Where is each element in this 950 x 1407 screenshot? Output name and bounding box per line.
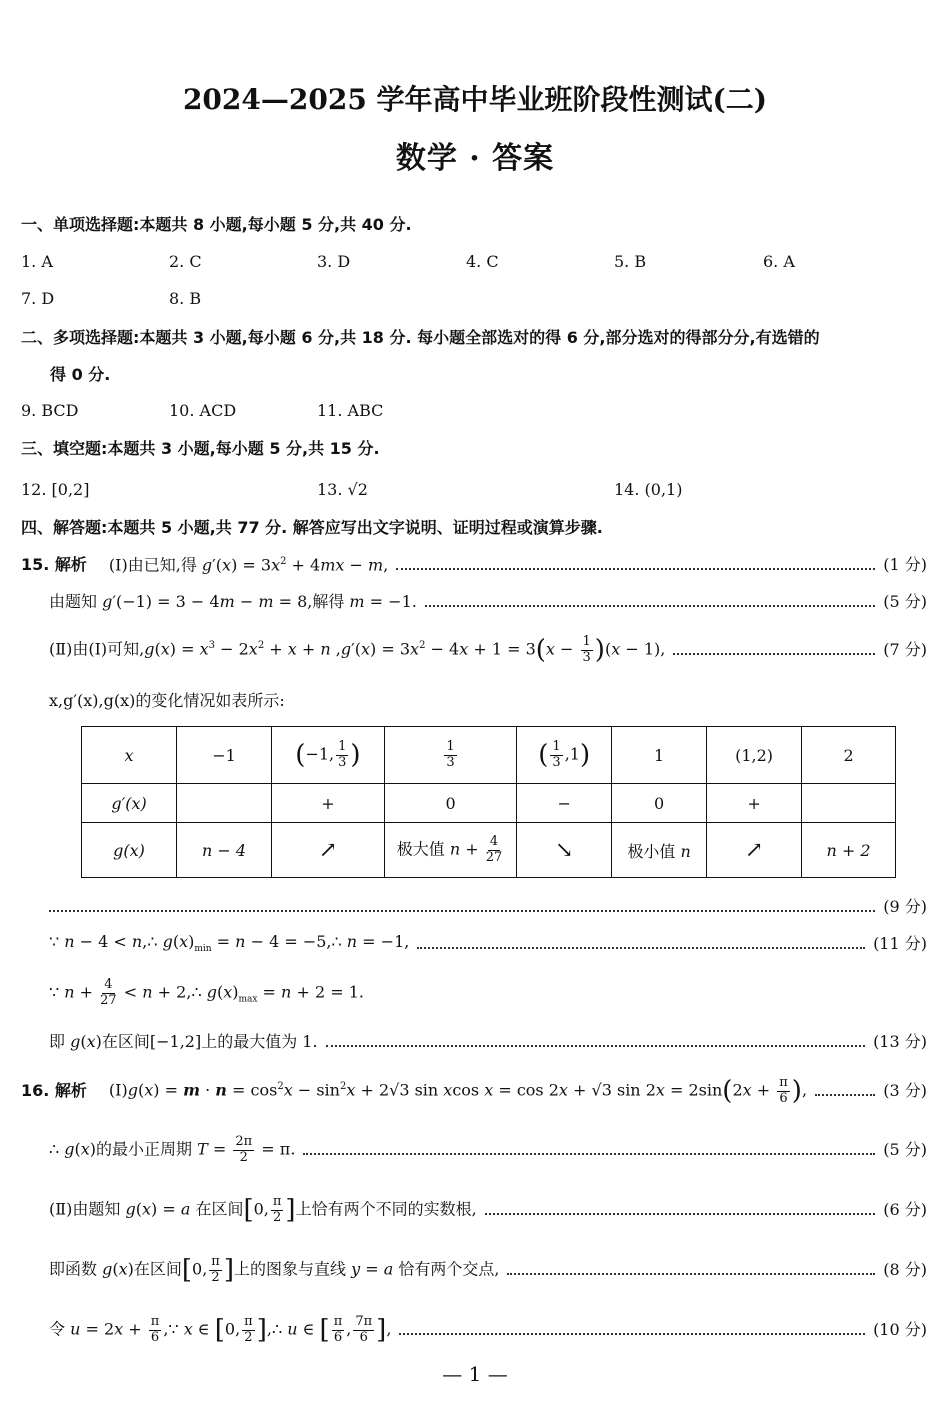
table-row <box>82 727 896 784</box>
q16-score-1: (3 分) <box>883 1081 927 1100</box>
q16-score-5: (10 分) <box>873 1320 927 1339</box>
answer-4: 4. C <box>466 252 499 271</box>
q15-step3: (Ⅱ)由(Ⅰ)可知$,g(x) = x^3 - 2x^2 + x + n$ $,g'(x) = 3x^2 - 4x + 1 = 3(x$ − $\frac{1}{3}$ )(x − 1), (7 分) <box>49 634 927 665</box>
answer-6: 6. A <box>763 252 795 271</box>
q16-step4: 即函数 g(x)在区间[0, $\frac{\pi}{2}$ ]上的图象与直线 y = a 恰有两个交点, (8 分) <box>49 1254 927 1285</box>
q15-step2: 由题知 g′(−1) = 3 − 4m − m = 8,解得 m = −1. (5 分) <box>49 592 927 611</box>
q16-step1: 16. 解析 (Ⅰ)g(x) = $m \cdot n = \cos^2x - \sin^2x + 2√3$ sin xcos x = cos 2x + √3 sin 2x = 2sin(2x + $\frac{\pi}{6}$ ), (3 分) <box>21 1075 927 1106</box>
table-cell: − <box>517 784 612 823</box>
page-subtitle: 数学 · 答案 <box>395 141 555 176</box>
answer-9: 9. BCD <box>21 401 79 420</box>
table-cell: n − 4 <box>177 823 272 878</box>
increasing-arrow-icon: ↗ <box>271 823 384 878</box>
q16-label: 16. 解析 <box>21 1080 87 1100</box>
increasing-arrow-icon: ↗ <box>706 823 801 878</box>
q15-step6: ∵ n + $\frac{4}{27}$ < n + 2,∴ $g(x)_{max} = n + 2 = 1$. <box>49 977 364 1008</box>
q16-score-3: (6 分) <box>883 1200 927 1219</box>
q15-score-2: (5 分) <box>883 592 927 611</box>
table-cell: g(x) <box>82 823 177 878</box>
q15-score-6: (13 分) <box>873 1032 927 1051</box>
q16-step2: ∴ g(x)的最小正周期 T = $\frac{2\pi}{2}$ = π. (5 分) <box>49 1134 927 1165</box>
table-cell: 极大值 n + $\frac{4}{27}$ <box>384 823 516 878</box>
q15-score-4: (9 分) <box>883 897 927 916</box>
q15-step1: 15. 解析 (Ⅰ)由已知,得 $g'(x) = 3x^2 + 4mx - m$, (1 分) <box>21 555 927 575</box>
q16-step3: (Ⅱ)由题知 g(x) = a 在区间[0, $\frac{\pi}{2}$ ]上恰有两个不同的实数根, (6 分) <box>49 1194 927 1225</box>
table-cell: 2 <box>802 727 896 784</box>
table-cell: 极小值 n <box>612 823 707 878</box>
table-cell: 1 <box>612 727 707 784</box>
table-cell <box>177 784 272 823</box>
q15-label: 15. 解析 <box>21 555 87 575</box>
answer-8: 8. B <box>169 289 202 308</box>
section3-heading: 三、填空题:本题共 3 小题,每小题 5 分,共 15 分. <box>21 439 380 458</box>
answer-11: 11. ABC <box>317 401 384 420</box>
table-cell: 0 <box>612 784 707 823</box>
q16-score-2: (5 分) <box>883 1140 927 1159</box>
section4-heading: 四、解答题:本题共 5 小题,共 77 分. 解答应写出文字说明、证明过程或演算步骤. <box>21 518 603 537</box>
table-cell: g′(x) <box>82 784 177 823</box>
q15-step4 <box>49 890 927 924</box>
table-cell: 0 <box>384 784 516 823</box>
variation-table <box>81 726 896 878</box>
table-cell: −1 <box>177 727 272 784</box>
table-cell: (−1, $\frac{1}{3}$ ) <box>271 727 384 784</box>
answer-2: 2. C <box>169 252 202 271</box>
section1-heading: 一、单项选择题:本题共 8 小题,每小题 5 分,共 40 分. <box>21 215 412 234</box>
section2-heading-cont: 得 0 分. <box>50 365 111 384</box>
q15-step5: ∵ n − 4 < n,∴ $g(x)_{min} = n - 4$ = −5,∴ n = −1, (11 分) <box>49 931 927 955</box>
answer-14: 14. (0,1) <box>614 480 683 499</box>
section2-heading: 二、多项选择题:本题共 3 小题,每小题 6 分,共 18 分. 每小题全部选对的得 6 分,部分选对的得部分分,有选错的 <box>21 328 820 347</box>
answer-13: 13. √2 <box>317 480 368 499</box>
page-number: — 1 — <box>442 1362 508 1386</box>
table-cell: + <box>271 784 384 823</box>
table-cell: x <box>82 727 177 784</box>
answer-1: 1. A <box>21 252 53 271</box>
table-row <box>82 784 896 823</box>
table-cell: $\frac{1}{3}$ <box>384 727 516 784</box>
q15-step7: 即 g(x)在区间[−1,2]上的最大值为 1. (13 分) <box>49 1032 927 1051</box>
q15-score-5: (11 分) <box>873 934 927 953</box>
answer-12: 12. [0,2] <box>21 480 90 499</box>
answer-5: 5. B <box>614 252 647 271</box>
decreasing-arrow-icon: ↘ <box>517 823 612 878</box>
q16-score-4: (8 分) <box>883 1260 927 1279</box>
page-title: 2024—2025 学年高中毕业班阶段性测试(二) <box>182 83 768 116</box>
table-cell: n + 2 <box>802 823 896 878</box>
table-cell: + <box>706 784 801 823</box>
q15-table-intro: x,g′(x),g(x)的变化情况如表所示: <box>49 691 285 710</box>
q15-score-3: (7 分) <box>883 640 927 659</box>
table-cell: (1,2) <box>706 727 801 784</box>
q16-step5: 令 u = 2x + $\frac{\pi}{6}$ ,∵ x ∈ [0, $\frac{\pi}{2}$ ],∴ u ∈ [ $\frac{\pi}{6}$ , $\frac{7\pi}{6}$ ], (10 分) <box>49 1314 927 1345</box>
answer-10: 10. ACD <box>169 401 237 420</box>
table-row <box>82 823 896 878</box>
table-cell <box>802 784 896 823</box>
table-cell: ( $\frac{1}{3}$ ,1) <box>517 727 612 784</box>
answer-3: 3. D <box>317 252 351 271</box>
answer-7: 7. D <box>21 289 55 308</box>
q15-score-1: (1 分) <box>883 555 927 574</box>
